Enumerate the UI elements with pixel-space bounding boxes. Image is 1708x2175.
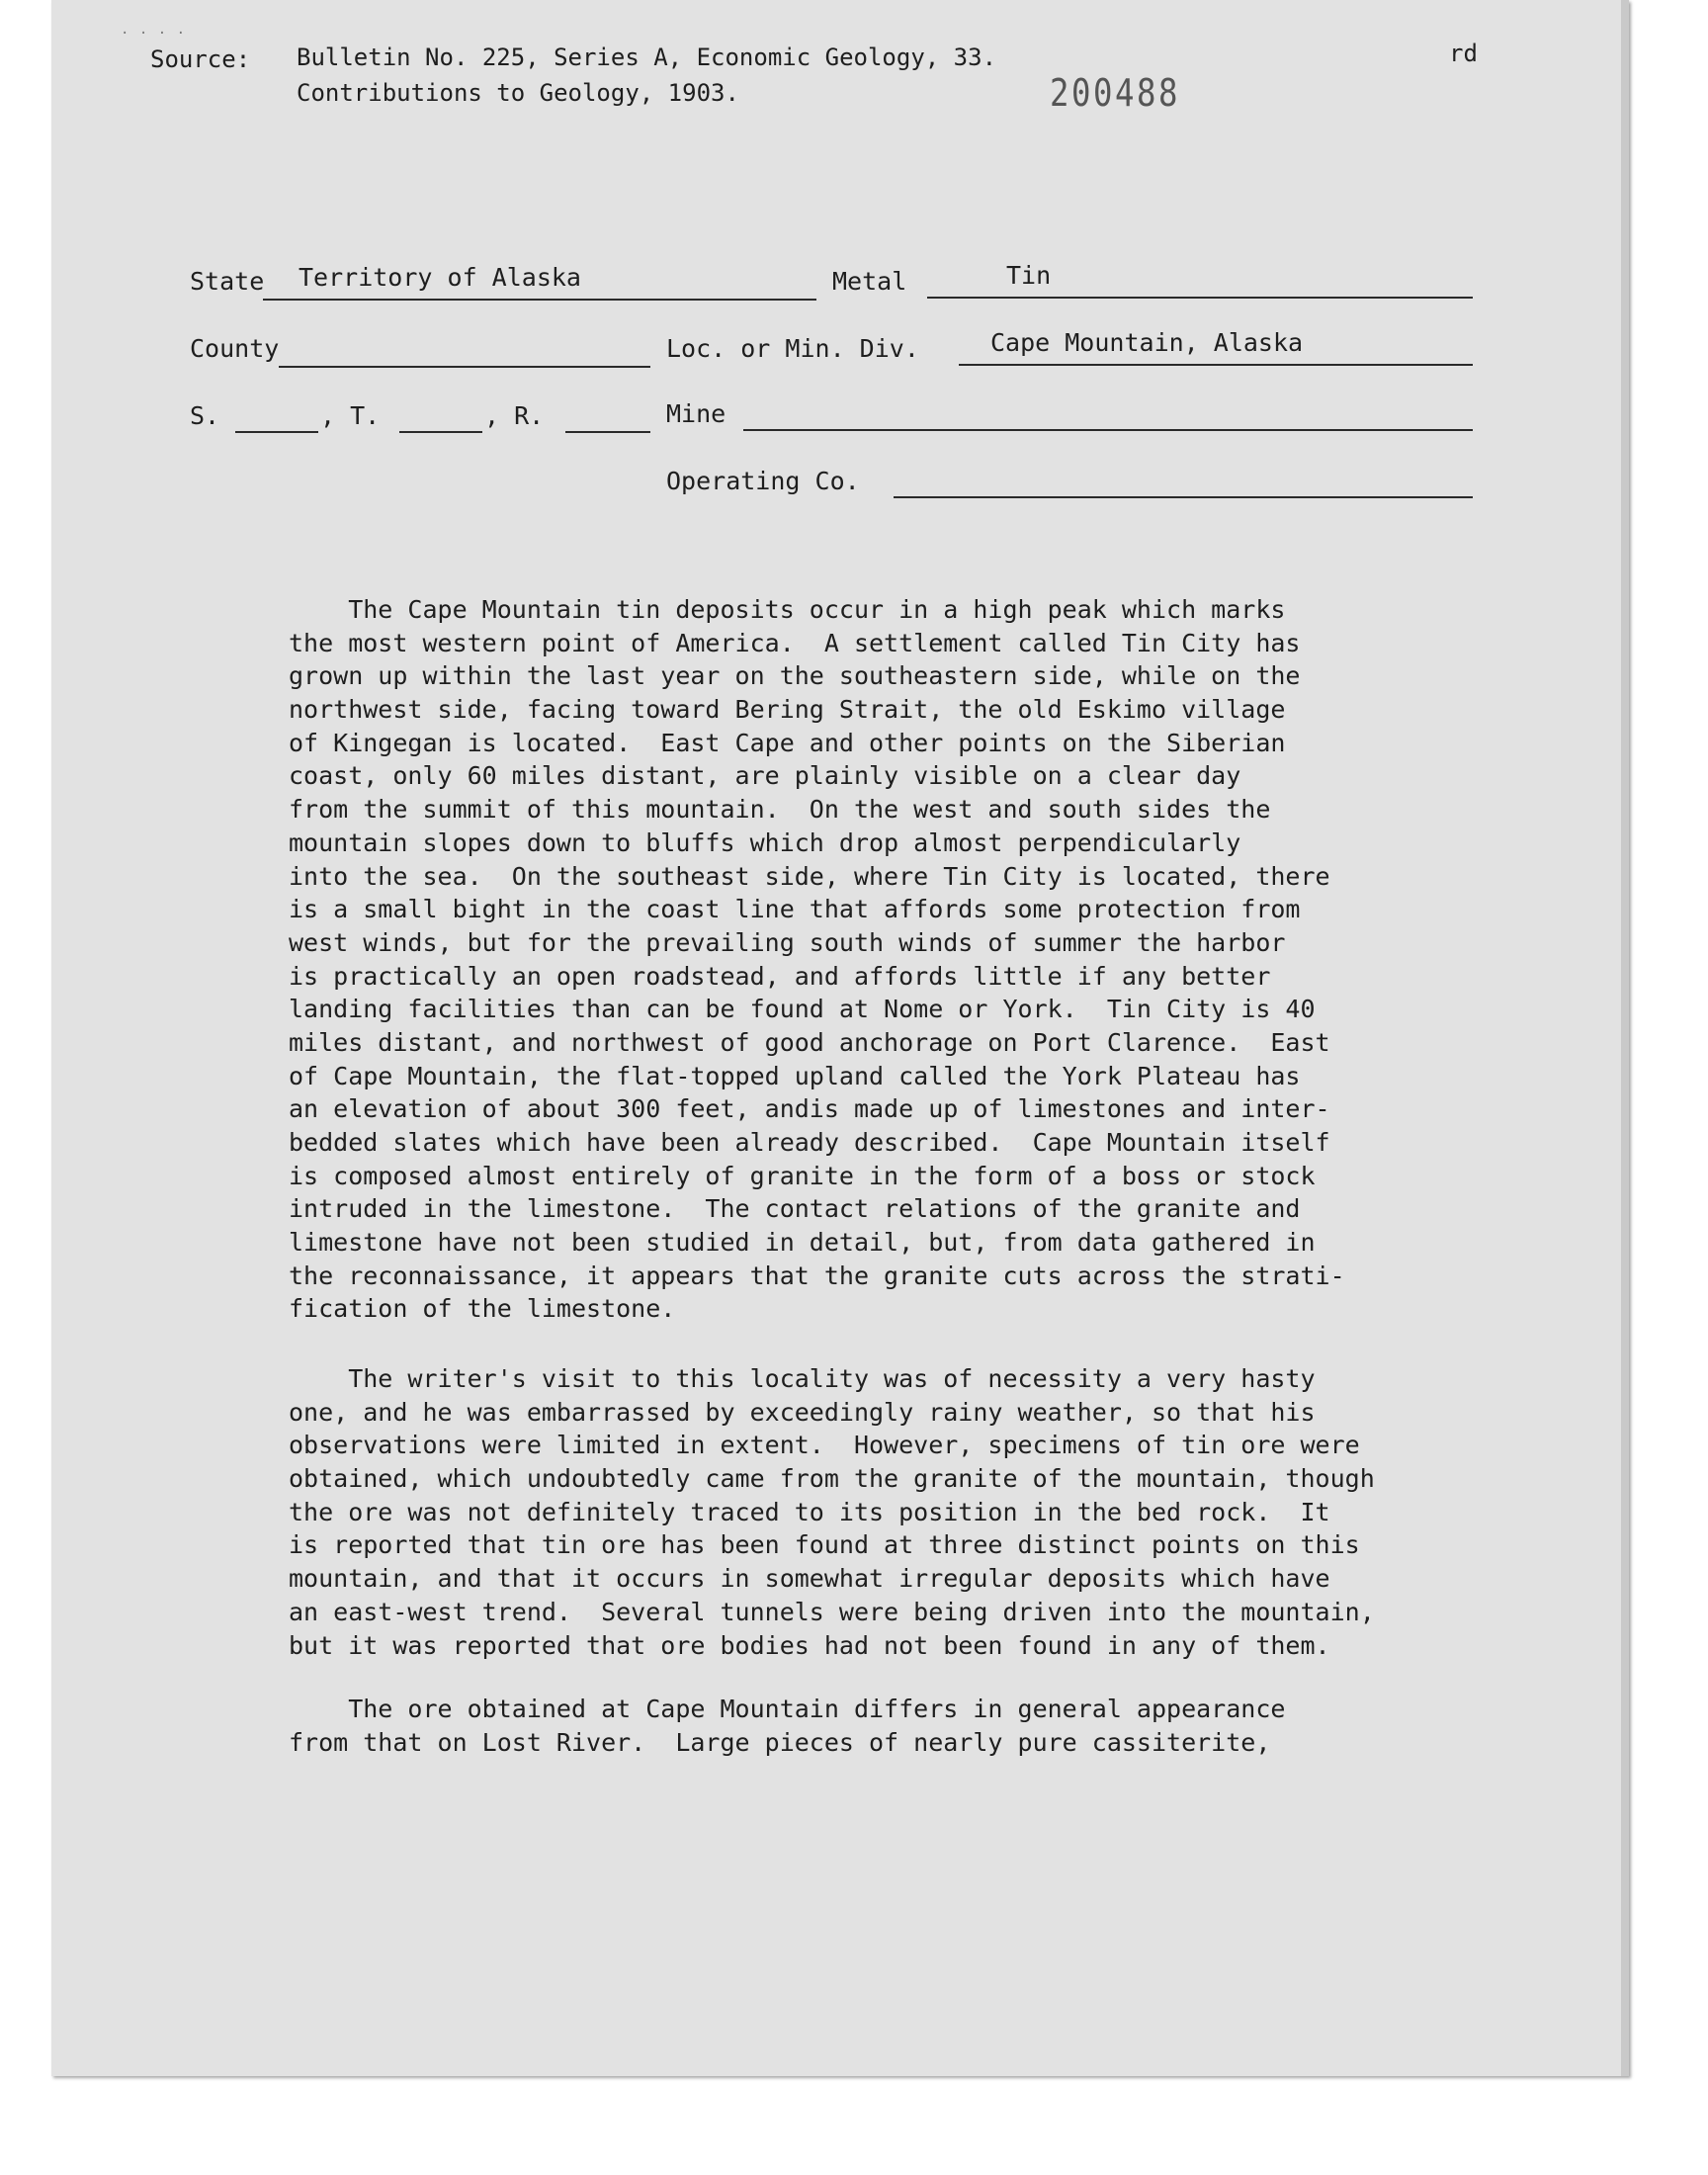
operating-co-underline (894, 496, 1473, 498)
text-line: landing facilities than can be found at Nome or York. Tin City is 40 (289, 995, 1316, 1024)
section-underline (235, 431, 318, 433)
body-paragraph-1 (289, 593, 1564, 1326)
text-line: into the sea. On the southeast side, where Tin City is located, there (289, 861, 1330, 891)
text-line: west winds, but for the prevailing south winds of summer the harbor (289, 927, 1286, 957)
text-line: The ore obtained at Cape Mountain differs in general appearance (289, 1695, 1286, 1723)
text-line: the ore was not definitely traced to its position in the bed rock. It (289, 1497, 1330, 1526)
text-line: from the summit of this mountain. On the west and south sides the (289, 795, 1271, 825)
text-line: intruded in the limestone. The contact relations of the granite and (289, 1194, 1301, 1224)
text-line: limestone have not been studied in detail, but, from data gathered in (289, 1228, 1316, 1258)
text-line: northwest side, facing toward Bering Strait, the old Eskimo village (289, 695, 1286, 725)
metal-underline (927, 297, 1473, 299)
text-line: obtained, which undoubtedly came from the granite of the mountain, though (289, 1464, 1375, 1494)
source-line-1: Bulletin No. 225, Series A, Economic Geology, 33. (297, 44, 997, 71)
mine-underline (743, 429, 1473, 431)
page-edge (1621, 0, 1629, 2076)
text-line: coast, only 60 miles distant, are plainly visible on a clear day (289, 761, 1241, 791)
township-underline (399, 431, 482, 433)
county-underline (279, 366, 650, 368)
loc-value: Cape Mountain, Alaska (990, 328, 1304, 357)
text-line: of Kingegan is located. East Cape and other points on the Siberian (289, 728, 1286, 757)
metal-value: Tin (1006, 261, 1052, 290)
mine-label: Mine (666, 399, 726, 428)
source-line-2: Contributions to Geology, 1903. (297, 79, 739, 107)
text-line: the reconnaissance, it appears that the granite cuts across the strati- (289, 1261, 1345, 1290)
corner-note: rd (1449, 40, 1478, 67)
text-line: grown up within the last year on the southeastern side, while on the (289, 661, 1301, 691)
text-line: but it was reported that ore bodies had not been found in any of them. (289, 1630, 1330, 1660)
text-line: one, and he was embarrassed by exceedingly rainy weather, so that his (289, 1397, 1316, 1427)
text-line: an elevation of about 300 feet, andis made up of limestones and inter- (289, 1094, 1330, 1124)
text-line: observations were limited in extent. However, specimens of tin ore were (289, 1431, 1360, 1460)
text-line: is practically an open roadstead, and affords little if any better (289, 961, 1271, 991)
text-line: bedded slates which have been already described. Cape Mountain itself (289, 1128, 1330, 1157)
text-line: an east-west trend. Several tunnels were being driven into the mountain, (289, 1597, 1375, 1626)
state-label: State (190, 267, 265, 296)
text-line: miles distant, and northwest of good anchorage on Port Clarence. East (289, 1027, 1330, 1057)
body-paragraph-2 (289, 1362, 1564, 1662)
text-line: mountain, and that it occurs in somewhat irregular deposits which have (289, 1564, 1330, 1594)
range-underline (565, 431, 650, 433)
text-line: is a small bight in the coast line that affords some protection from (289, 895, 1301, 924)
document-page (51, 0, 1629, 2076)
operating-co-label: Operating Co. (666, 467, 860, 495)
state-underline (263, 299, 816, 301)
section-label: S. (190, 401, 220, 430)
text-line: of Cape Mountain, the flat-topped upland called the York Plateau has (289, 1061, 1301, 1090)
body-paragraph-3 (289, 1693, 1564, 1759)
text-line: fication of the limestone. (289, 1294, 676, 1324)
text-line: the most western point of America. A settlement called Tin City has (289, 628, 1301, 657)
corner-mark: . . . . (121, 22, 187, 38)
range-label: , R. (484, 401, 545, 430)
state-value: Territory of Alaska (299, 263, 581, 292)
county-label: County (190, 334, 280, 363)
text-line: from that on Lost River. Large pieces of nearly pure cassiterite, (289, 1727, 1271, 1757)
text-line: mountain slopes down to bluffs which drop almost perpendicularly (289, 827, 1241, 857)
stamp-number: 200488 (1050, 71, 1180, 115)
metal-label: Metal (832, 267, 907, 296)
source-label: Source: (150, 45, 251, 73)
loc-underline (959, 364, 1473, 366)
township-label: , T. (320, 401, 381, 430)
loc-label: Loc. or Min. Div. (666, 334, 919, 363)
text-line: The Cape Mountain tin deposits occur in a high peak which marks (289, 595, 1286, 624)
text-line: The writer's visit to this locality was of necessity a very hasty (289, 1364, 1316, 1393)
text-line: is composed almost entirely of granite in the form of a boss or stock (289, 1161, 1316, 1190)
text-line: is reported that tin ore has been found at three distinct points on this (289, 1530, 1360, 1560)
